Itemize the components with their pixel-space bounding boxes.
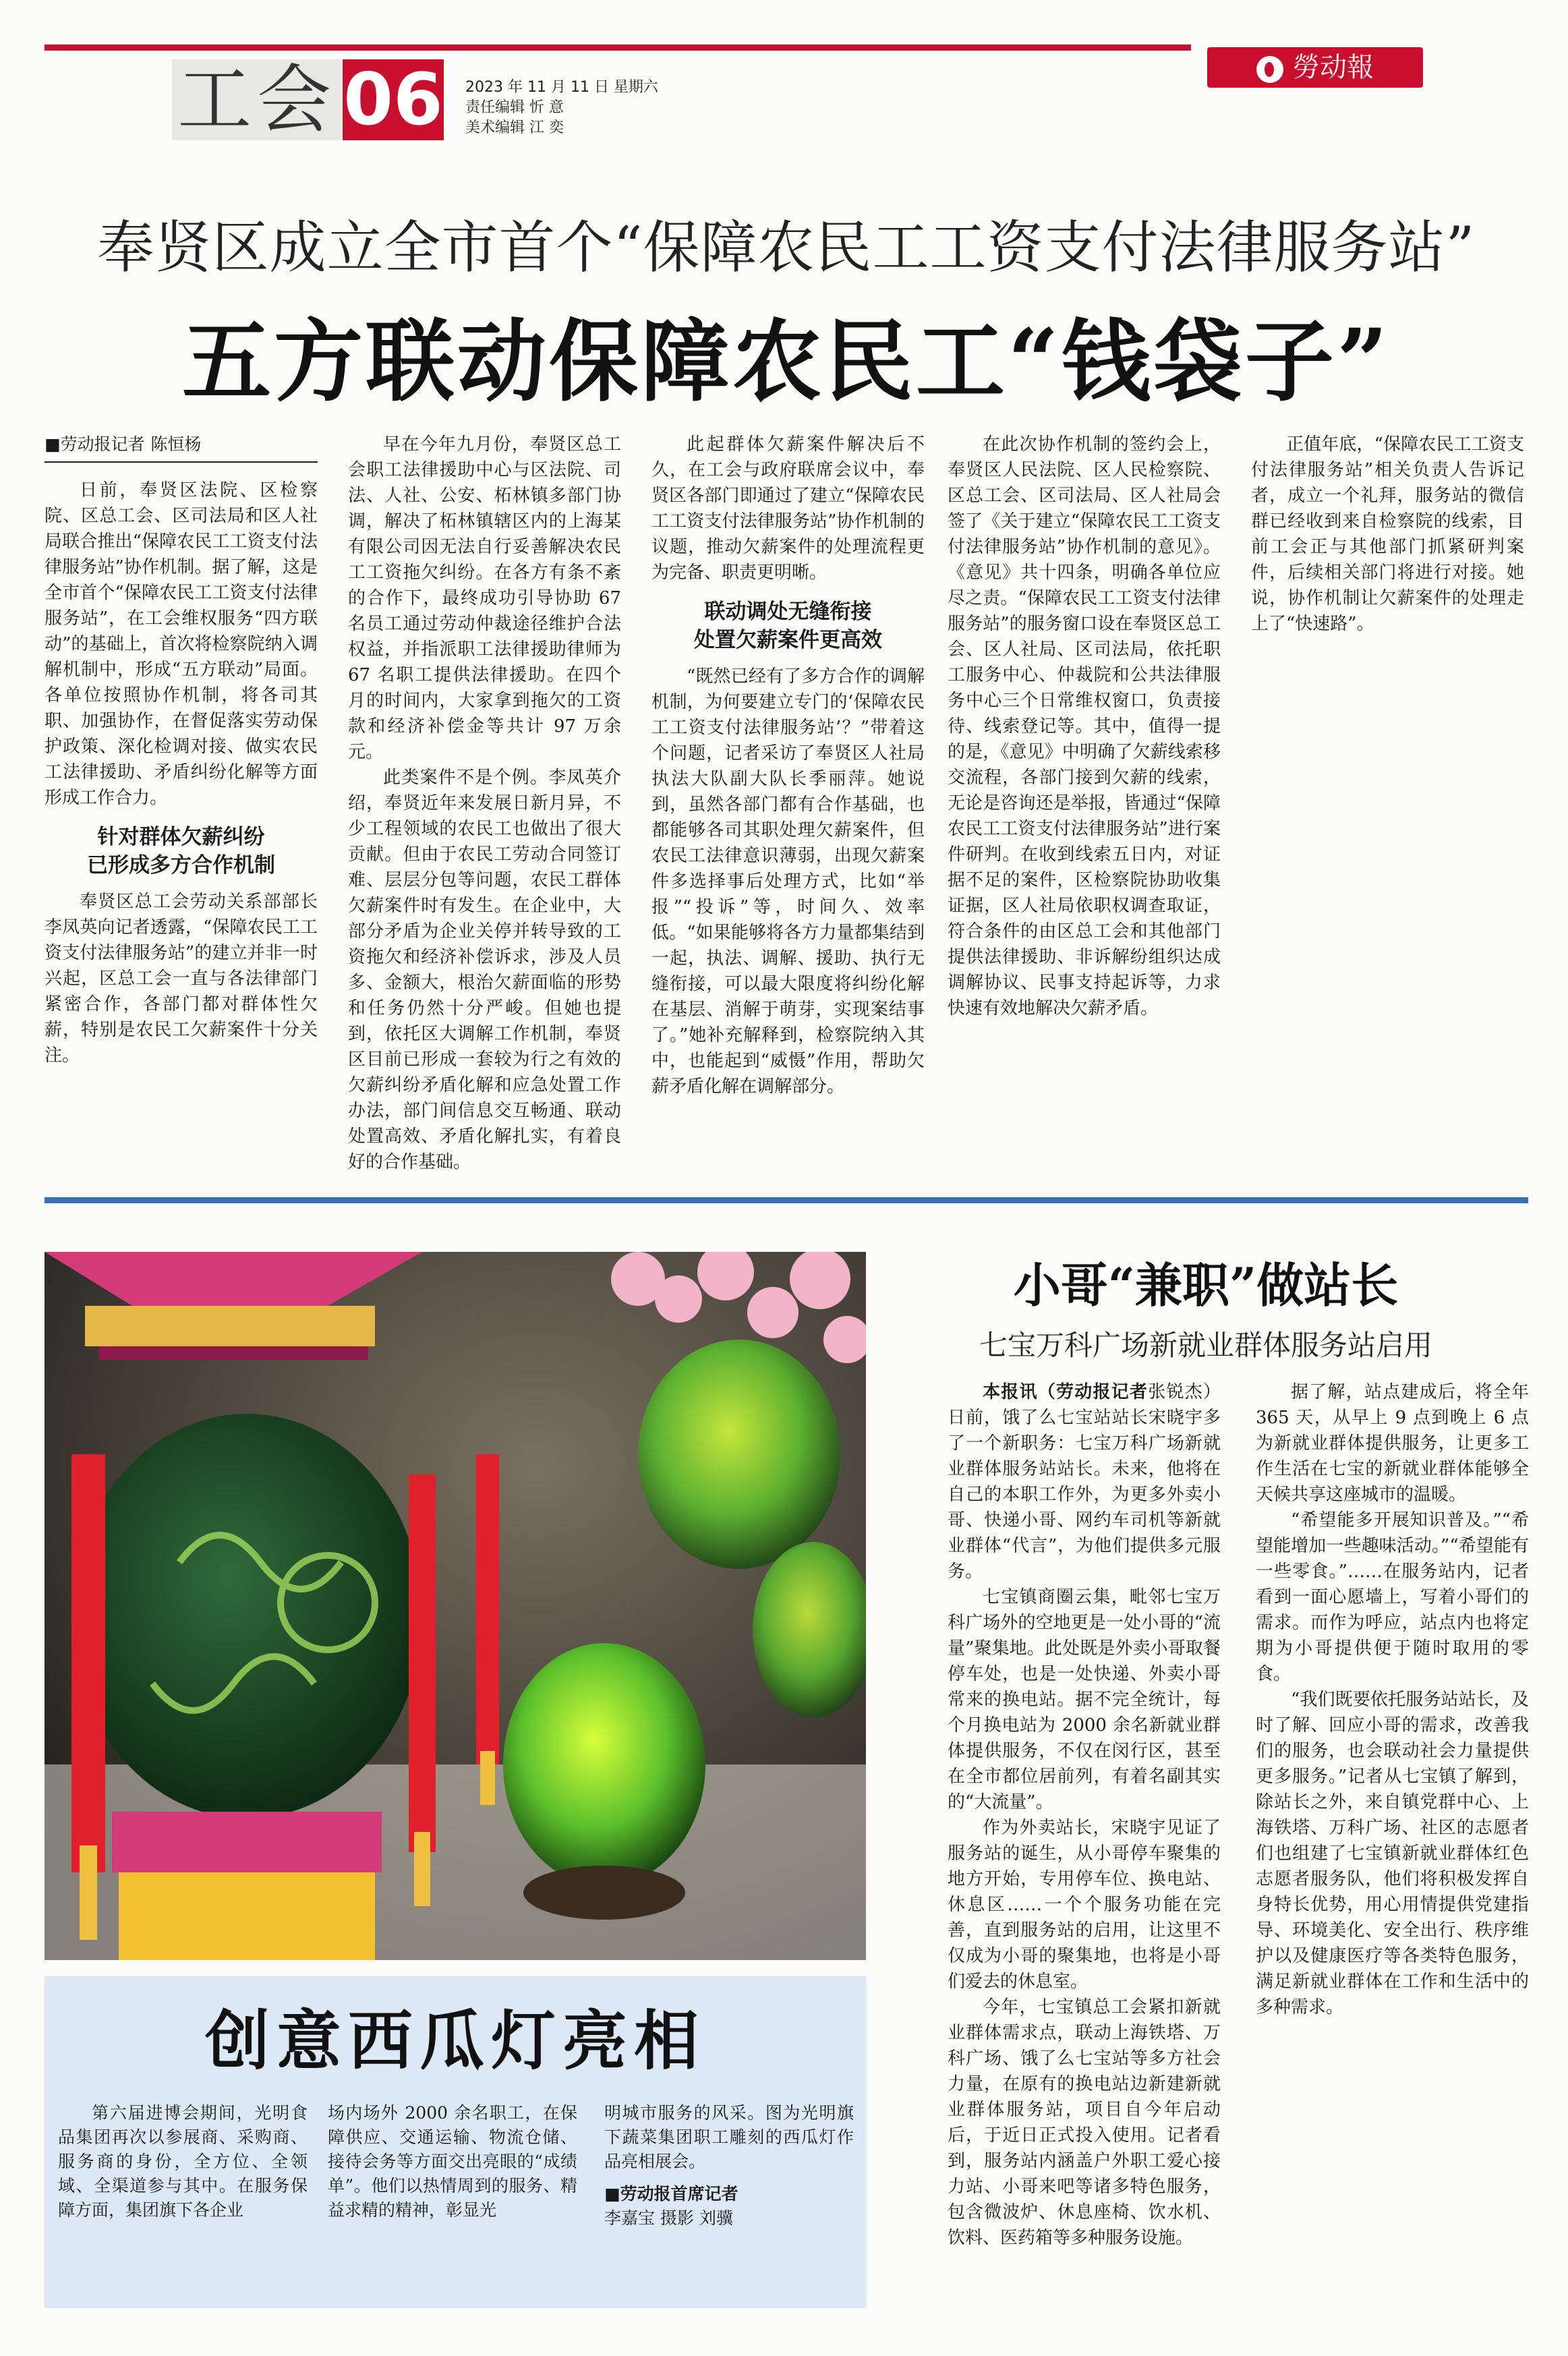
page-number: 06 bbox=[343, 58, 443, 141]
caption-text: 明城市服务的风采。图为光明旗下蔬菜集团职工雕刻的西瓜灯作品亮相展会。 bbox=[604, 2103, 854, 2171]
photo-feature-title: 创意西瓜灯亮相 bbox=[205, 2003, 705, 2079]
credit-label: ■劳动报首席记者 bbox=[604, 2184, 738, 2204]
second-subheadline: 七宝万科广场新就业群体服务站启用 bbox=[979, 1329, 1432, 1362]
lead-byline bbox=[45, 432, 318, 457]
second-paragraph: “我们既要依托服务站站长，及时了解、回应小哥的需求，改善我们的服务，也会联动社会力量提供更多服务。”记者从七宝镇了解到，除站长之外，来自镇党群中心、上海铁塔、万科广场、社区的志愿者们也组建了七宝镇新就业群体红色志愿者服务队，他们将积极发挥自身特长优势，用心用情提供党建指导、环境美化、安全出行、秩序维护以及健康医疗等各类特色服务，满足新就业群体在工作和生活中的多种需求。 bbox=[1256, 1690, 1529, 2017]
art-editor: 美术编辑 江 奕 bbox=[465, 119, 564, 136]
byline-name: 陈恒杨 bbox=[150, 434, 202, 454]
caption-column-2 bbox=[328, 2101, 577, 2222]
watermelon-lantern-photo bbox=[45, 1252, 866, 1960]
second-column-2 bbox=[1256, 1379, 1529, 2020]
second-byline-label: 本报讯（劳动报记者 bbox=[983, 1382, 1149, 1402]
lead-subhead-1: 针对群体欠薪纠纷 已形成多方合作机制 bbox=[87, 825, 275, 878]
section-label: 工会 bbox=[172, 59, 342, 140]
caption-column-3 bbox=[604, 2101, 854, 2231]
credit-names: 李嘉宝 摄影 刘骥 bbox=[604, 2208, 733, 2228]
lead-subhead-2: 联动调处无缝衔接 处置欠薪案件更高效 bbox=[694, 600, 882, 652]
lead-column-3 bbox=[651, 432, 925, 1099]
lead-paragraph: 日前，奉贤区法院、区检察院、区总工会、区司法局和区人社局联合推出“保障农民工工资支付法律服务站”协作机制。据了解，这是全市首个“保障农民工工资支付法律服务站”，在工会维权服务“四方联动”的基础上，首次将检察院纳入调解机制中，形成“五方联动”局面。各单位按照协作机制，将各司其职、加强协作，在督促落实劳动保护政策、深化检调对接、做实农民工法律援助、矛盾纠纷化解等方面形成工作合力。 bbox=[45, 480, 318, 808]
lead-paragraph: 正值年底，“保障农民工工资支付法律服务站”相关负责人告诉记者，成立一个礼拜，服务站的微信群已经收到来自检察院的线索，目前工会正与其他部门抓紧研判案件，后续相关部门将进行对接。她说，协作机制让欠薪案件的处理走上了“快速路”。 bbox=[1251, 434, 1524, 634]
second-paragraph: “希望能多开展知识普及。”“希望能增加一些趣味活动。”“希望能有一些零食。”……在服务站内，记者看到一面心愿墙上，写着小哥们的需求。而作为呼应，站点内也将定期为小哥提供便于随时取用的零食。 bbox=[1256, 1510, 1529, 1684]
lead-paragraph: 早在今年九月份，奉贤区总工会职工法律援助中心与区法院、司法、人社、公安、柘林镇多部门协调，解决了柘林镇辖区内的上海某有限公司因无法自行妥善解决农民工工资拖欠纠纷。在各方有条不紊的合作下，最终成功引导协助 67 名员工通过劳动仲裁途径维护合法权益，并指派职工法律援助律师为 67 名职工提供法律援助。在四个月的时间内，大家拿到拖欠的工资款和经济补偿金等共计 97 万余元。 bbox=[348, 434, 621, 762]
lead-paragraph: 奉贤区总工会劳动关系部部长李凤英向记者透露，“保障农民工工资支付法律服务站”的建立并非一时兴起，区总工会一直与各法律部门紧密合作，各部门都对群体性欠薪，特别是农民工欠薪案件十分关注。 bbox=[45, 892, 318, 1066]
second-paragraph: 日前，饿了么七宝站站长宋晓宇多了一个新职务：七宝万科广场新就业群体服务站站长。未来，他将在自己的本职工作外，为更多外卖小哥、快递小哥、网约车司机等新就业群体“代言”，为他们提供多元服务。 bbox=[948, 1408, 1221, 1582]
second-lead-paragraph bbox=[948, 1379, 1221, 1584]
newspaper-logo bbox=[1207, 47, 1423, 88]
logo-text: 勞动報 bbox=[1293, 52, 1374, 83]
photo-credit bbox=[604, 2182, 854, 2231]
second-headline: 小哥“兼职”做站长 bbox=[1013, 1257, 1399, 1313]
issue-date: 2023 年 11 月 11 日 星期六 bbox=[465, 79, 658, 96]
second-column-1 bbox=[948, 1379, 1221, 2251]
second-paragraph: 今年，七宝镇总工会紧扣新就业群体需求点，联动上海铁塔、万科广场、饿了么七宝站等多方社会力量，在原有的换电站边新建新就业群体服务站，项目自今年启动后，于近日正式投入使用。记者看到，服务站内涵盖户外职工爱心接力站、小哥来吧等诸多特色服务，包含微波炉、休息座椅、饮水机、饮料、医药箱等多种服务设施。 bbox=[948, 1997, 1221, 2248]
second-paragraph: 作为外卖站长，宋晓宇见证了服务站的诞生，从小哥停车聚集的地方开始，专用停车位、换电站、休息区……一个个服务功能在完善，直到服务站的启用，让这里不仅成为小哥的聚集地，也将是小哥们爱去的休息室。 bbox=[948, 1818, 1221, 1992]
caption-text: 场内场外 2000 余名职工，在保障供应、交通运输、物流仓储、接待会务等方面交出亮眼的“成绩单”。他们以热情周到的服务、精益求精的精神，彰显光 bbox=[328, 2103, 577, 2220]
lead-kicker: 奉贤区成立全市首个“保障农民工工资支付法律服务站” bbox=[97, 214, 1476, 281]
byline-rule bbox=[45, 461, 318, 463]
lead-column-1 bbox=[45, 432, 318, 1068]
logo-mark-icon bbox=[1256, 56, 1283, 83]
lead-headline: 五方联动保障农民工“钱袋子” bbox=[182, 310, 1391, 414]
lead-paragraph: 此类案件不是个例。李凤英介绍，奉贤近年来发展日新月异，不少工程领域的农民工也做出了很大贡献。但由于农民工劳动合同签订难、层层分包等问题，农民工群体欠薪案件时有发生。在企业中，大部分矛盾为企业关停并转导致的工资拖欠和经济补偿诉求，涉及人员多、金额大，根治欠薪面临的形势和任务仍然十分严峻。但她也提到，依托区大调解工作机制，奉贤区目前已形成一套较为行之有效的欠薪纠纷矛盾化解和应急处置工作办法，部门间信息交互畅通、联动处置高效、矛盾化解扎实，有着良好的合作基础。 bbox=[348, 768, 621, 1172]
byline-label: ■劳动报记者 bbox=[45, 434, 145, 454]
lead-paragraph: “既然已经有了多方合作的调解机制，为何要建立专门的‘保障农民工工资支付法律服务站’？”带着这个问题，记者采访了奉贤区人社局执法大队副大队长季丽萍。她说到，虽然各部门都有合作基础，也都能够各司其职处理欠薪案件，但农民工法律意识薄弱，出现欠薪案件多选择事后处理方式，比如“举报”“投诉”等，时间久、效率低。“如果能够将各方力量都集结到一起，执法、调解、援助、执行无缝衔接，可以最大限度将纠纷化解在基层、消解于萌芽，实现案结事了。”她补充解释到，检察院纳入其中，也能起到“威慑”作用，帮助欠薪矛盾化解在调解部分。 bbox=[651, 666, 925, 1097]
lead-column-5 bbox=[1251, 432, 1524, 637]
lead-paragraph: 此起群体欠薪案件解决后不久，在工会与政府联席会议中，奉贤区各部门即通过了建立“保障农民工工资支付法律服务站”协作机制的议题，推动欠薪案件的处理流程更为完备、职责更明晰。 bbox=[651, 434, 925, 583]
responsible-editor: 责任编辑 忻 意 bbox=[465, 99, 564, 116]
photo-illustration bbox=[45, 1252, 866, 1960]
lead-column-2 bbox=[348, 432, 621, 1175]
caption-column-1 bbox=[58, 2101, 308, 2222]
second-byline-name: 张锐杰） bbox=[1148, 1382, 1221, 1402]
lead-column-4 bbox=[948, 432, 1221, 1021]
second-paragraph: 据了解，站点建成后，将全年 365 天，从早上 9 点到晚上 6 点为新就业群体提供服务，让更多工作生活在七宝的新就业群体能够全天候共享这座城市的温暖。 bbox=[1256, 1382, 1529, 1505]
second-paragraph: 七宝镇商圈云集，毗邻七宝万科广场外的空地更是一处小哥的“流量”聚集地。此处既是外卖小哥取餐停车处，也是一处快递、外卖小哥常来的换电站。据不完全统计，每个月换电站为 2000 余名新就业群体提供服务，不仅在闵行区，甚至在全市都位居前列，有着名副其实的“大流量”。 bbox=[948, 1587, 1221, 1812]
top-rule bbox=[45, 45, 1191, 51]
caption-text: 第六届进博会期间，光明食品集团再次以参展商、采购商、服务商的身份，全方位、全领域、全渠道参与其中。在服务保障方面，集团旗下各企业 bbox=[58, 2103, 308, 2220]
lead-paragraph: 在此次协作机制的签约会上，奉贤区人民法院、区人民检察院、区总工会、区司法局、区人社局会签了《关于建立“保障农民工工资支付法律服务站”协作机制的意见》。《意见》共十四条，明确各单位应尽之责。“保障农民工工资支付法律服务站”的服务窗口设在奉贤区总工会、区人社局、区司法局，依托职工服务中心、仲裁院和公共法律服务中心三个日常维权窗口，负责接待、线索登记等。其中，值得一提的是，《意见》中明确了欠薪线索移交流程，各部门接到欠薪的线索，无论是咨询还是举报，皆通过“保障农民工工资支付法律服务站”进行案件研判。在收到线索五日内，对证据不足的案件，区检察院协助收集证据，区人社局依职权调查取证，符合条件的由区总工会和其他部门提供法律援助、非诉解纷组织达成调解协议、民事支持起诉等，力求快速有效地解决欠薪矛盾。 bbox=[948, 434, 1221, 1018]
section-divider bbox=[45, 1197, 1528, 1203]
